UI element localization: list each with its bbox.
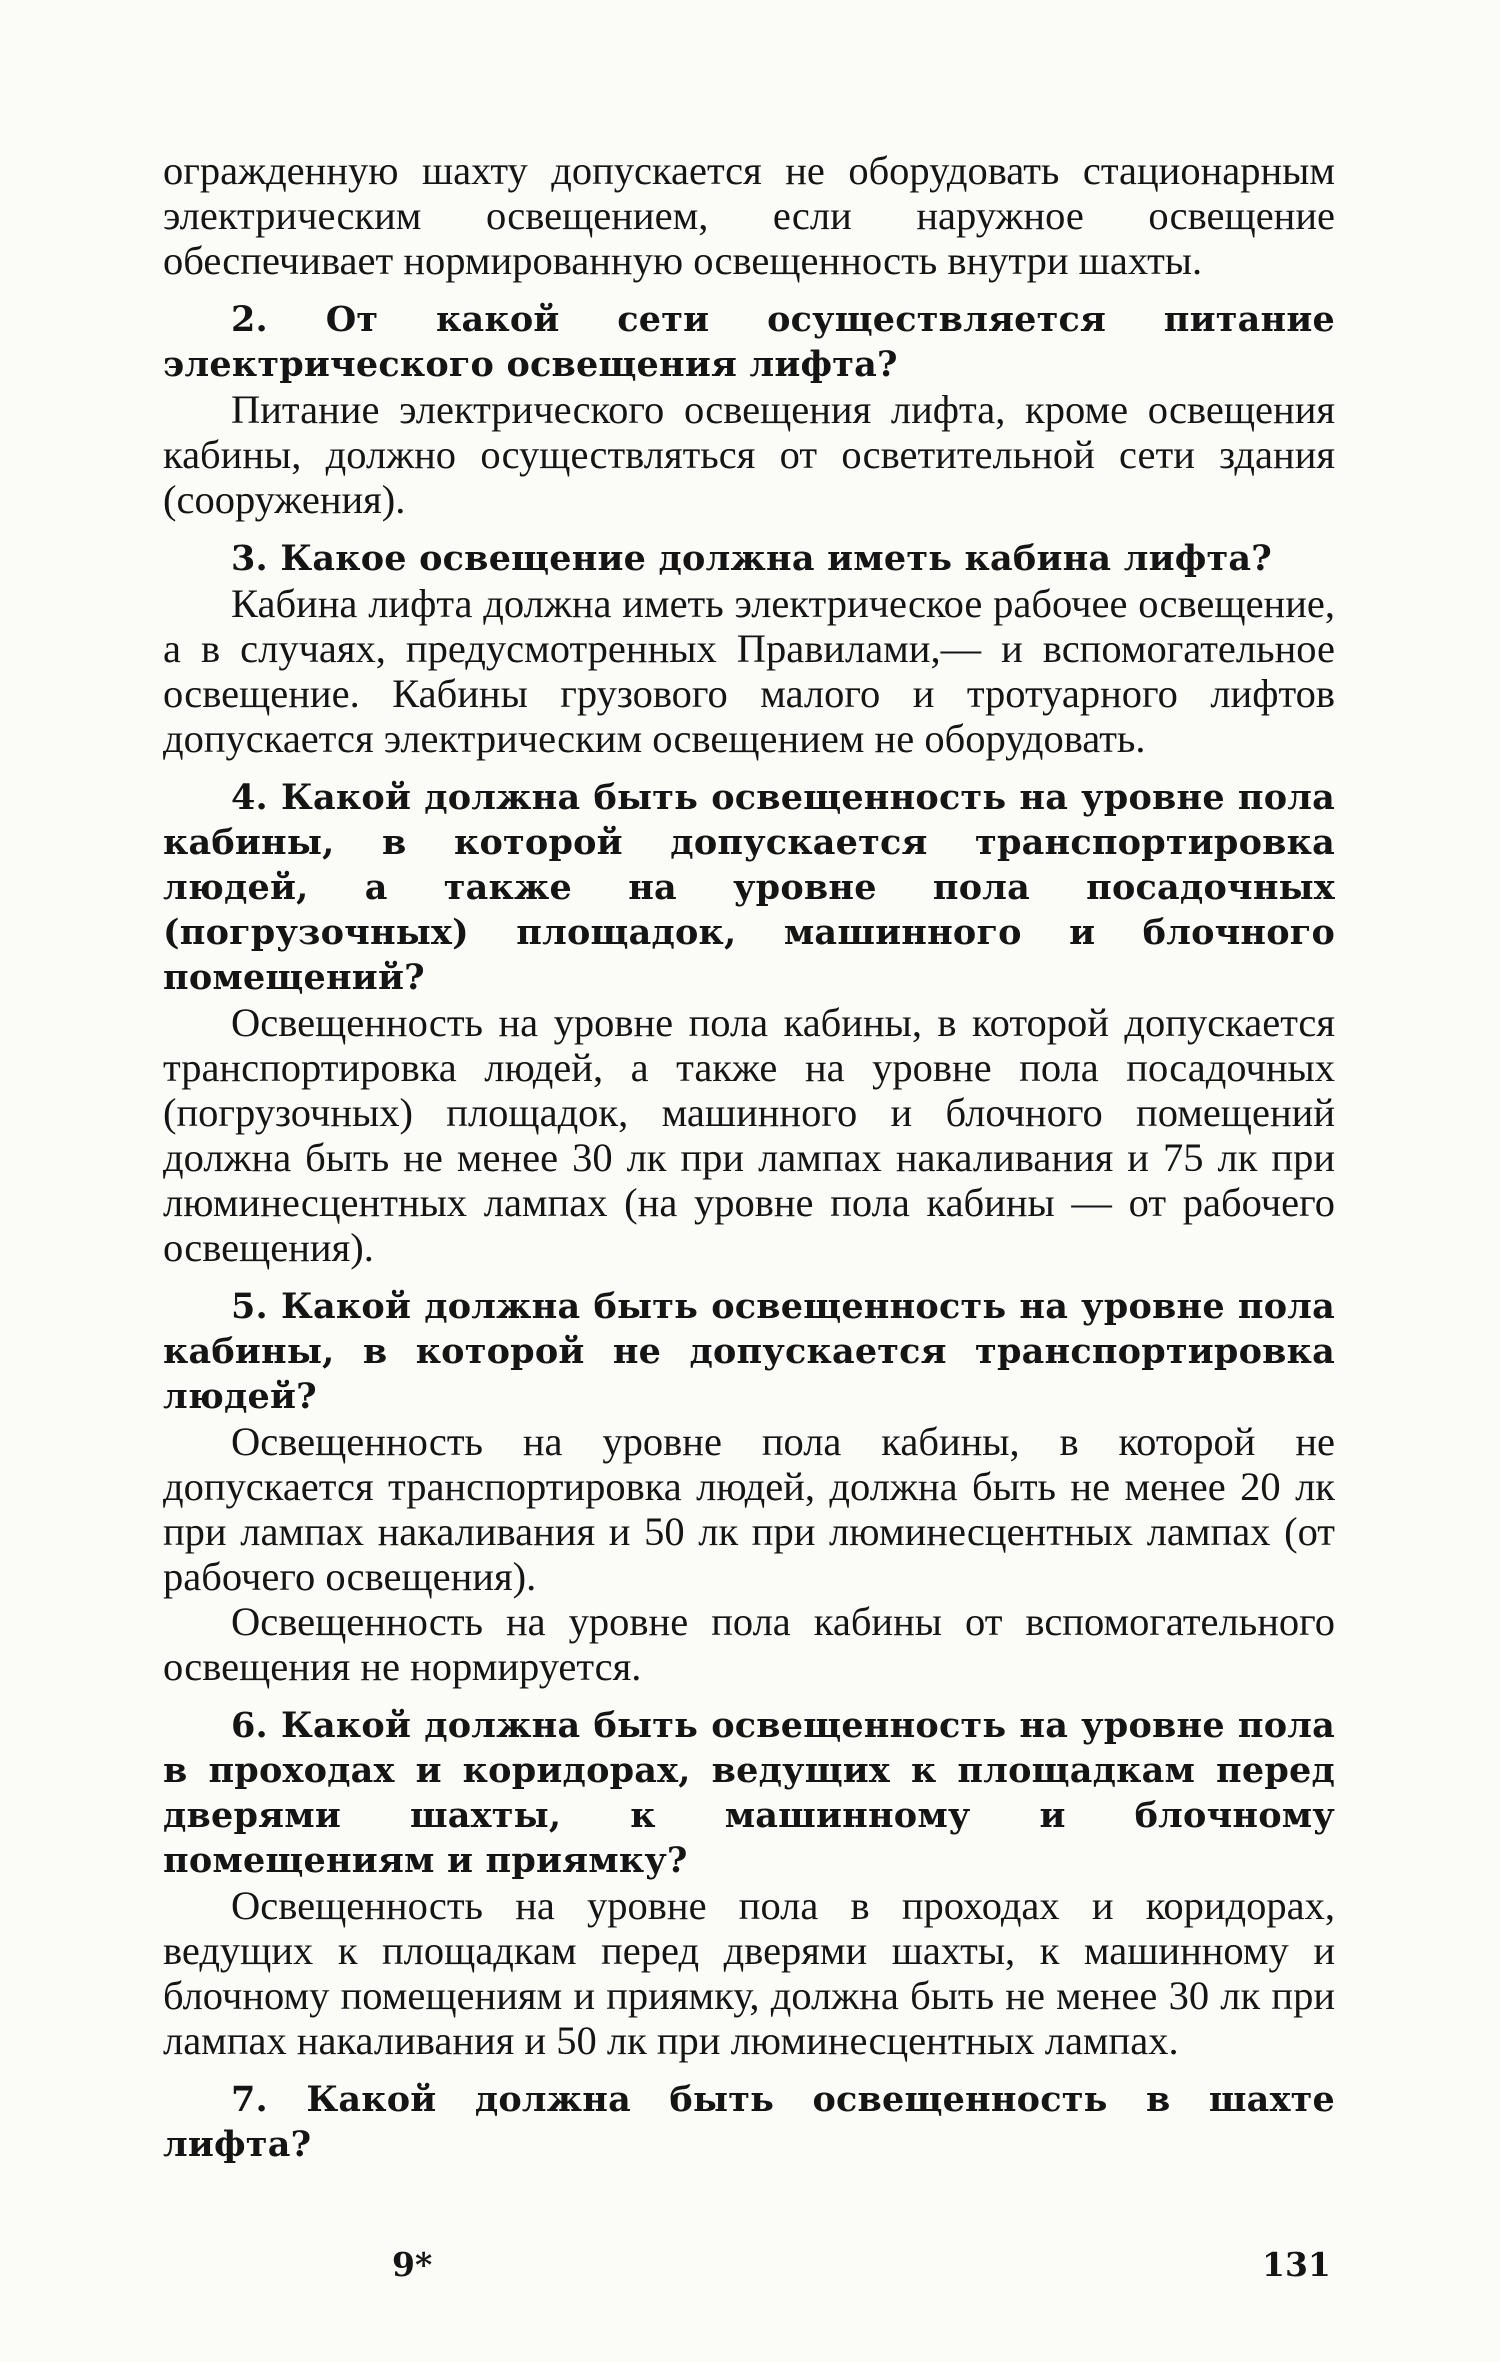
- question-7-heading: 7. Какой должна быть освещенность в шахте лифта?: [163, 2079, 1335, 2165]
- question-4-heading: 4. Какой должна быть освещенность на уровне пола кабины, в которой допускается транспортировка людей, а также на уровне пола посадочных (погрузочных) площадок, машинного и блочного помещений?: [163, 777, 1335, 998]
- answer-5-note-paragraph: Освещенность на уровне пола кабины от вспомогательного освещения не нормируется.: [163, 1599, 1335, 1689]
- page-footer: [0, 2245, 1500, 2295]
- question-3-heading: 3. Какое освещение должна иметь кабина лифта?: [231, 538, 1272, 579]
- question-2-heading: 2. От какой сети осуществляется питание электрического освещения лифта?: [163, 299, 1335, 385]
- answer-5-paragraph: Освещенность на уровне пола кабины, в которой не допускается транспортировка людей, должна быть не менее 20 лк при лампах накаливания и 50 лк при люминесцентных лампах (от рабочего освещения).: [163, 1419, 1335, 1599]
- page-number: 131: [1262, 2245, 1331, 2284]
- question-5-heading: 5. Какой должна быть освещенность на уровне пола кабины, в которой не допускается транспортировка людей?: [163, 1286, 1335, 1417]
- answer-4-paragraph: Освещенность на уровне пола кабины, в которой допускается транспортировка людей, а также на уровне пола посадочных (погрузочных) площадок, машинного и блочного помещений должна быть не менее 30 лк при лампах накаливания и 75 лк при люминесцентных лампах (на уровне пола кабины — от рабочего освещения).: [163, 1000, 1335, 1270]
- signature-mark: 9*: [392, 2245, 433, 2284]
- answer-3-paragraph: Кабина лифта должна иметь электрическое рабочее освещение, а в случаях, предусмотренных Правилами,— и вспомогательное освещение. Кабины грузового малого и тротуарного лифтов допускается электрическим освещением не оборудовать.: [163, 581, 1335, 761]
- question-6-heading: 6. Какой должна быть освещенность на уровне пола в проходах и коридорах, ведущих к площадкам перед дверями шахты, к машинному и блочному помещениям и приямку?: [163, 1705, 1335, 1881]
- answer-2-paragraph: Питание электрического освещения лифта, кроме освещения кабины, должно осуществляться от осветительной сети здания (сооружения).: [163, 387, 1335, 522]
- page-body: [163, 148, 1335, 2167]
- answer-6-paragraph: Освещенность на уровне пола в проходах и коридорах, ведущих к площадкам перед дверями шахты, к машинному и блочному помещениям и приямку, должна быть не менее 30 лк при лампах накаливания и 50 лк при люминесцентных лампах.: [163, 1883, 1335, 2063]
- continuation-paragraph: огражденную шахту допускается не оборудовать стационарным электрическим освещением, если наружное освещение обеспечивает нормированную освещенность внутри шахты.: [163, 148, 1335, 283]
